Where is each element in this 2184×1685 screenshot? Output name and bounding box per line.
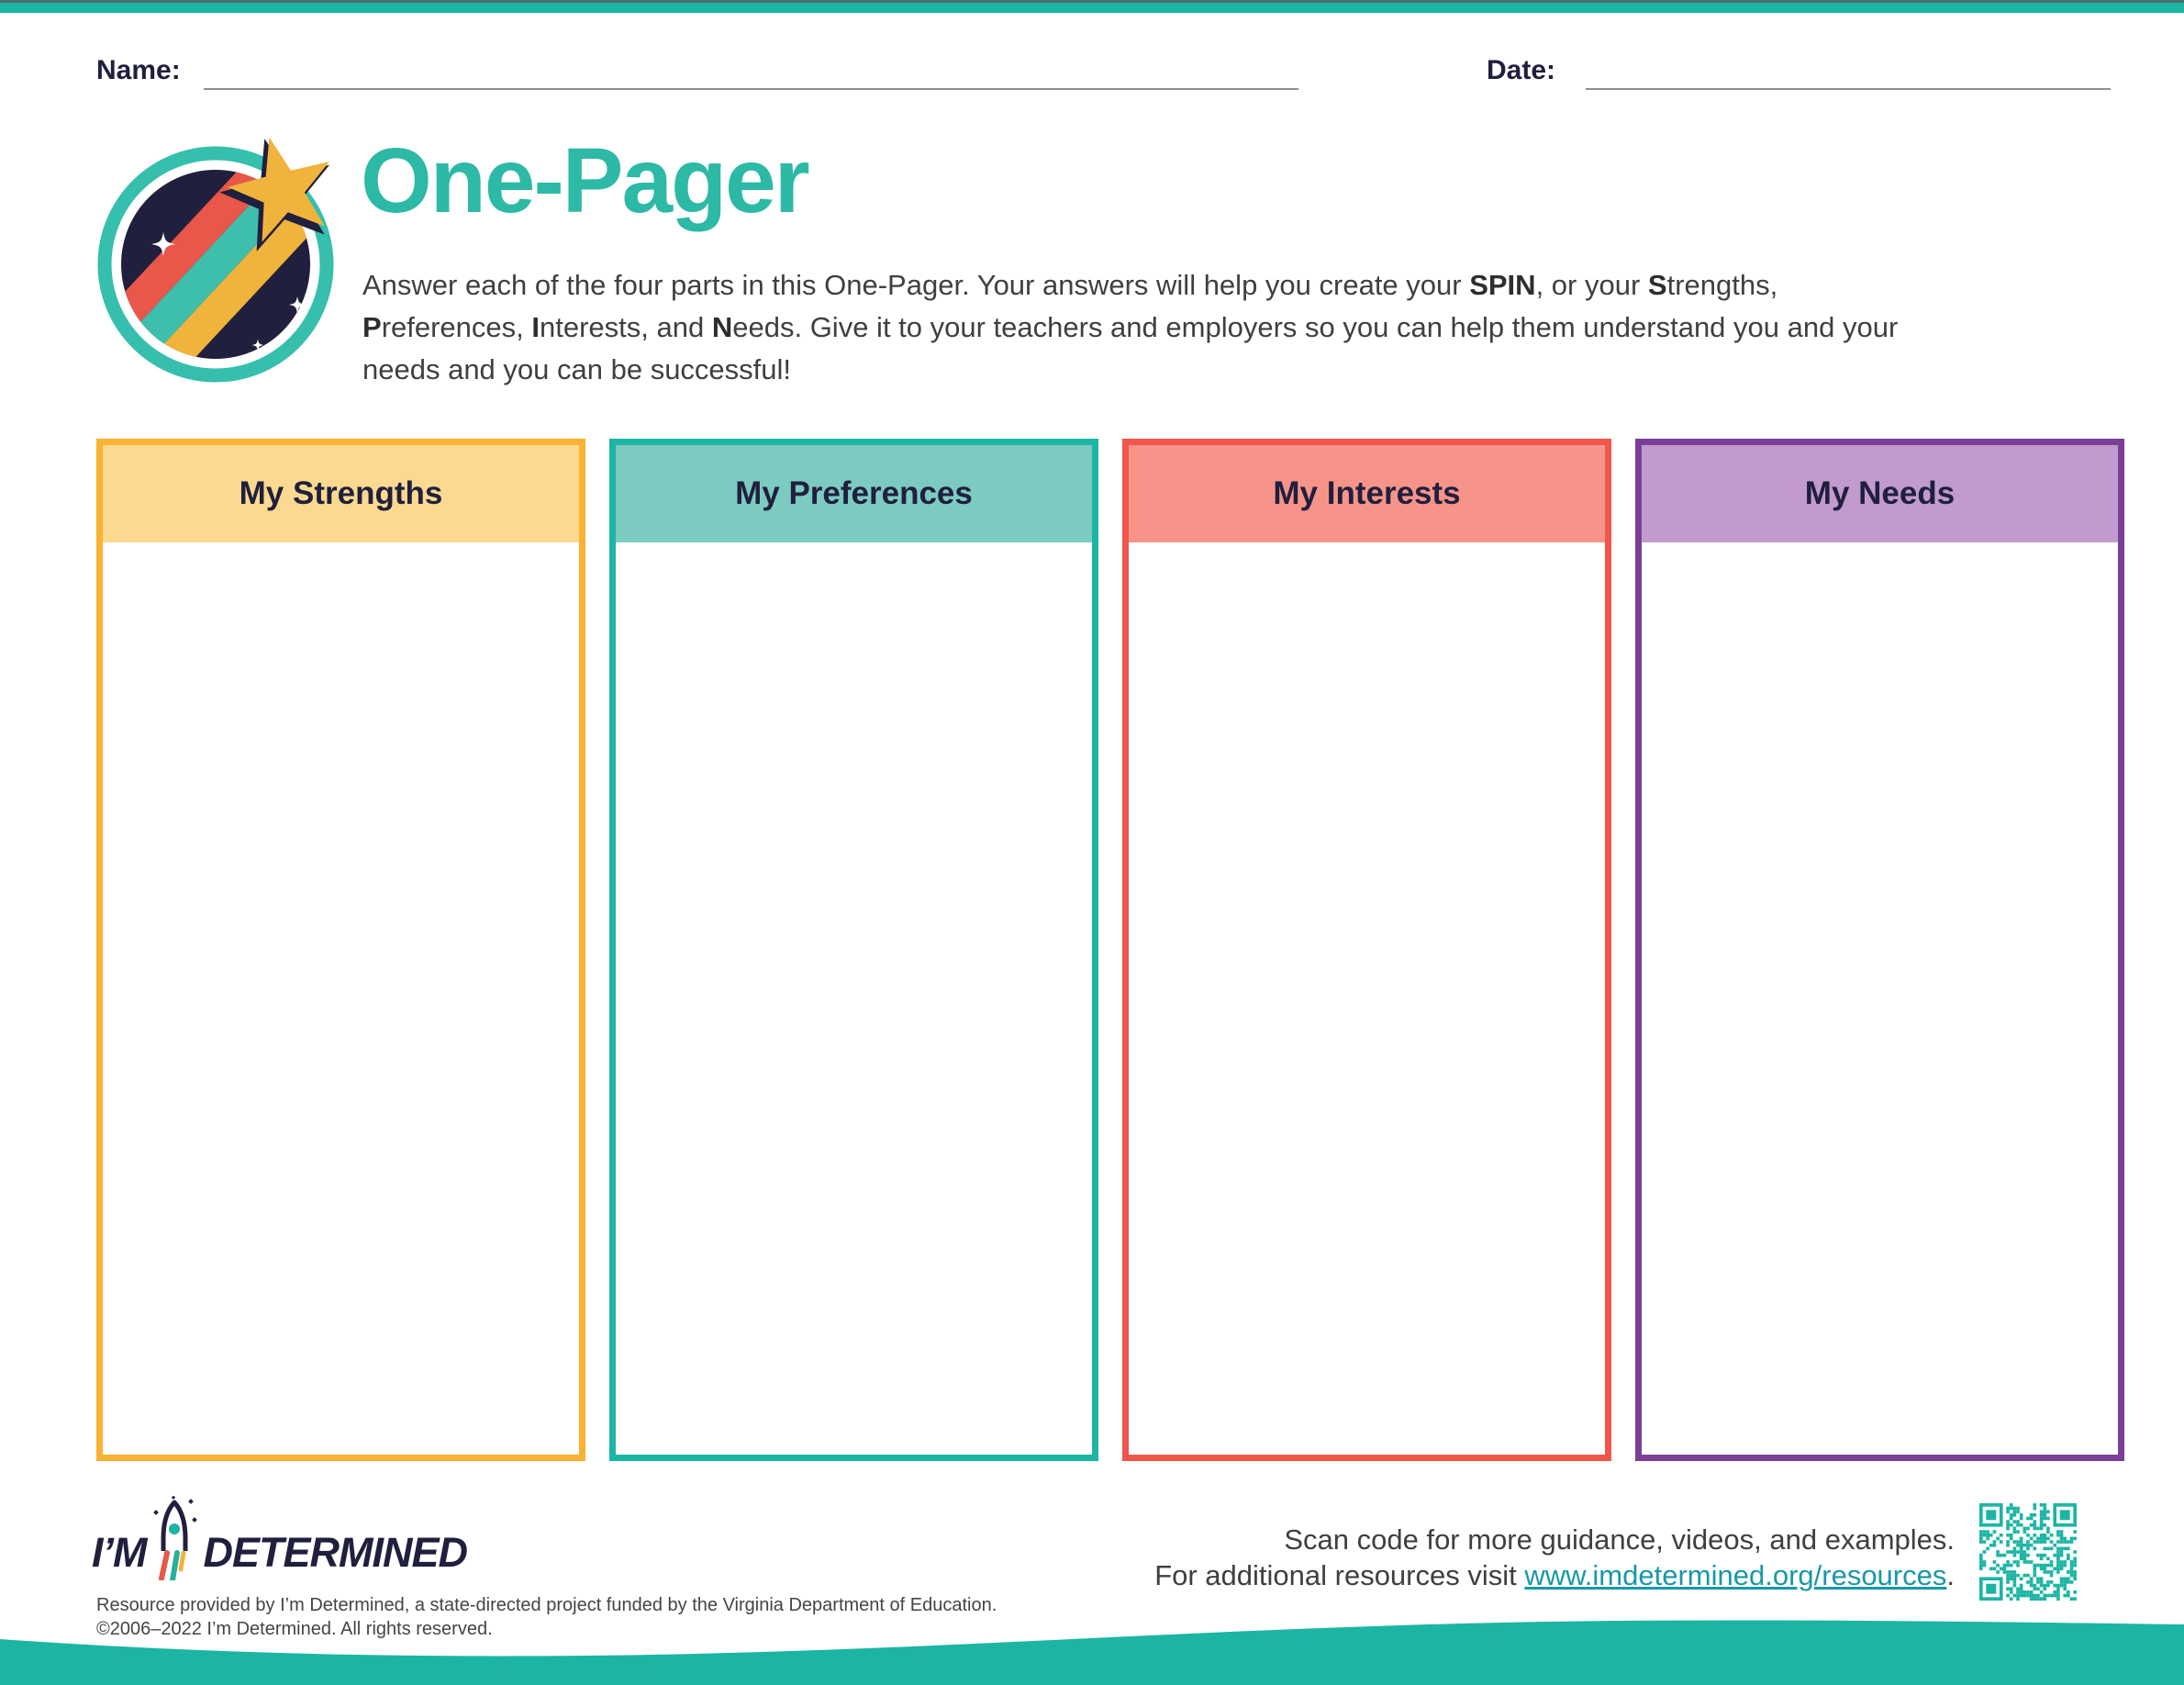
bottom-wave-decoration bbox=[0, 1597, 2184, 1685]
resources-link[interactable]: www.imdetermined.org/resources bbox=[1524, 1559, 1947, 1591]
page-title: One-Pager bbox=[361, 129, 808, 232]
top-accent-bar bbox=[0, 3, 2184, 13]
column-my-needs bbox=[1635, 439, 2124, 1461]
resources-suffix: . bbox=[1946, 1559, 1955, 1591]
column-title: My Interests bbox=[1273, 475, 1461, 511]
im-determined-logo bbox=[92, 1496, 467, 1580]
resources-prefix: For additional resources visit bbox=[1154, 1559, 1525, 1591]
needs-writing-area[interactable] bbox=[1642, 542, 2118, 1455]
intro-paragraph: Answer each of the four parts in this One-Pager. Your answers will help you create your SPIN, or your Strengths, Preferences, Interests, and Needs. Give it to your teachers and employers so you can help them understand you and your needs and you can be successful! bbox=[362, 269, 1899, 385]
column-title: My Needs bbox=[1804, 475, 1956, 511]
date-label: Date: bbox=[1487, 55, 1556, 85]
logo-im-text: I’M bbox=[92, 1529, 147, 1576]
strengths-writing-area[interactable] bbox=[103, 542, 579, 1455]
column-header-interests bbox=[1129, 445, 1605, 542]
column-my-strengths bbox=[96, 439, 585, 1461]
column-title: My Preferences bbox=[735, 475, 973, 511]
logo-determined-text: DETERMINED bbox=[203, 1529, 468, 1576]
interests-writing-area[interactable] bbox=[1129, 542, 1605, 1455]
column-my-preferences bbox=[609, 439, 1098, 1461]
shooting-star-logo bbox=[90, 134, 356, 391]
resource-attribution-line: Resource provided by I’m Determined, a state-directed project funded by the Virginia Department of Education. bbox=[96, 1595, 997, 1615]
additional-resources-line bbox=[853, 1557, 1955, 1593]
name-label: Name: bbox=[96, 55, 181, 85]
qr-code bbox=[1979, 1501, 2077, 1602]
column-header-strengths bbox=[103, 445, 579, 542]
column-header-preferences bbox=[616, 445, 1092, 542]
column-title: My Strengths bbox=[239, 475, 443, 511]
scan-instructions bbox=[853, 1522, 1955, 1593]
rocket-icon bbox=[150, 1496, 200, 1580]
column-header-needs bbox=[1642, 445, 2118, 542]
date-input-line[interactable] bbox=[1586, 55, 2111, 90]
preferences-writing-area[interactable] bbox=[616, 542, 1092, 1455]
column-my-interests bbox=[1122, 439, 1611, 1461]
name-input-line[interactable] bbox=[204, 55, 1298, 90]
spin-columns bbox=[96, 439, 2124, 1461]
copyright-line: ©2006–2022 I’m Determined. All rights reserved. bbox=[96, 1619, 493, 1639]
scan-code-line: Scan code for more guidance, videos, and examples. bbox=[1284, 1523, 1955, 1556]
